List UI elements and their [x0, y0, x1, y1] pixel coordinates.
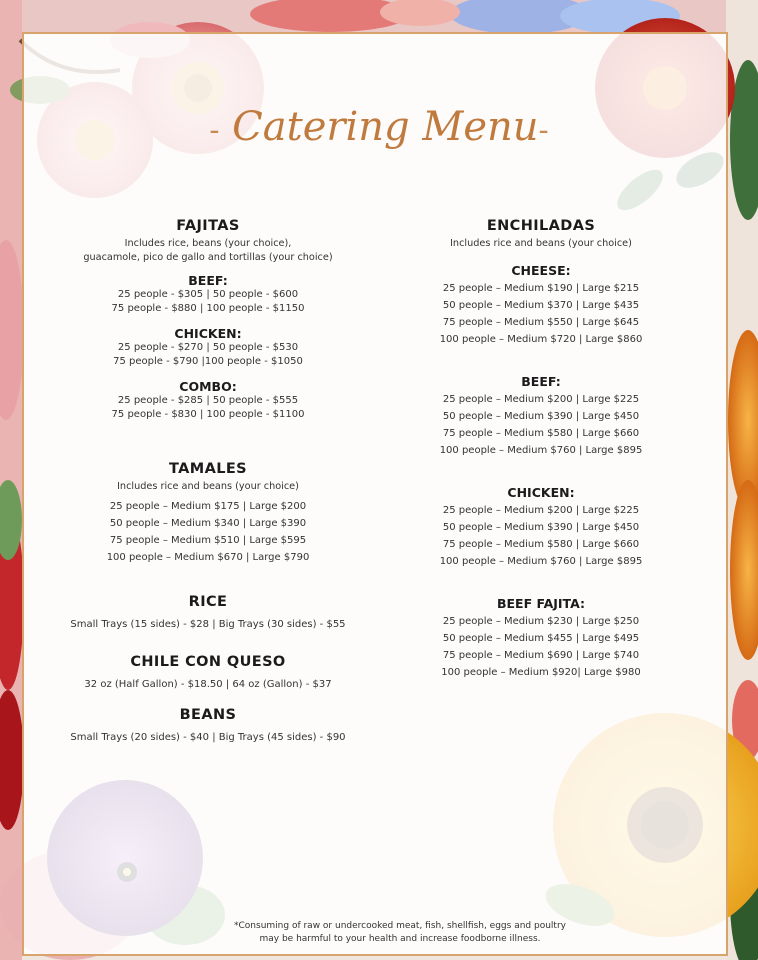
- price-line: 50 people – Medium $390 | Large $450: [442, 411, 640, 422]
- fajitas-section: [40, 218, 376, 422]
- enchiladas-heading: ENCHILADAS: [486, 218, 596, 234]
- chile-heading: CHILE CON QUESO: [130, 654, 286, 670]
- rice-section: [40, 594, 376, 633]
- price-line: 25 people - $305 | 50 people - $600: [117, 289, 299, 300]
- tamales-section: [40, 461, 376, 566]
- price-line: 25 people – Medium $200 | Large $225: [442, 505, 640, 516]
- price-line: Small Trays (20 sides) - $40 | Big Trays (45 sides) - $90: [70, 732, 346, 743]
- tamales-note: Includes rice and beans (your choice): [117, 481, 299, 492]
- enchiladas-chicken: [380, 485, 702, 570]
- price-line: 25 people - $270 | 50 people - $530: [117, 342, 299, 353]
- disclaimer-line-2: may be harmful to your health and increase foodborne illness.: [259, 934, 541, 944]
- fajitas-note-2: guacamole, pico de gallo and tortillas (your choice): [83, 252, 333, 263]
- enchiladas-chicken-label: CHICKEN:: [507, 485, 575, 500]
- price-line: 25 people – Medium $230 | Large $250: [442, 616, 640, 627]
- fajitas-combo-label: COMBO:: [179, 379, 237, 394]
- enchiladas-beef-fajita: [380, 596, 702, 681]
- disclaimer-line-1: *Consuming of raw or undercooked meat, fish, shellfish, eggs and poultry: [234, 921, 566, 931]
- price-line: 32 oz (Half Gallon) - $18.50 | 64 oz (Gallon) - $37: [84, 679, 332, 690]
- price-line: 25 people - $285 | 50 people - $555: [117, 395, 299, 406]
- price-line: 100 people – Medium $670 | Large $790: [106, 552, 310, 563]
- chile-section: [40, 654, 376, 693]
- fajitas-note-1: Includes rice, beans (your choice),: [124, 238, 292, 249]
- price-line: 100 people – Medium $760 | Large $895: [439, 445, 643, 456]
- price-line: 25 people – Medium $175 | Large $200: [109, 501, 307, 512]
- enchiladas-beef: [380, 374, 702, 459]
- fajitas-beef-label: BEEF:: [188, 273, 228, 288]
- price-line: 25 people – Medium $190 | Large $215: [442, 283, 640, 294]
- price-line: 75 people – Medium $580 | Large $660: [442, 428, 640, 439]
- beans-heading: BEANS: [179, 707, 237, 723]
- price-line: 100 people – Medium $920| Large $980: [441, 667, 641, 678]
- price-line: Small Trays (15 sides) - $28 | Big Trays (30 sides) - $55: [70, 619, 346, 630]
- price-line: 50 people – Medium $455 | Large $495: [442, 633, 640, 644]
- rice-heading: RICE: [188, 594, 228, 610]
- price-line: 50 people – Medium $370 | Large $435: [442, 300, 640, 311]
- price-line: 100 people – Medium $720 | Large $860: [439, 334, 643, 345]
- enchiladas-note: Includes rice and beans (your choice): [450, 238, 632, 249]
- fajitas-heading: FAJITAS: [176, 218, 240, 234]
- price-line: 25 people – Medium $200 | Large $225: [442, 394, 640, 405]
- price-line: 50 people – Medium $390 | Large $450: [442, 522, 640, 533]
- tamales-heading: TAMALES: [168, 461, 248, 477]
- enchiladas-beef-label: BEEF:: [521, 374, 561, 389]
- price-line: 75 people – Medium $580 | Large $660: [442, 539, 640, 550]
- enchiladas-section: [380, 218, 702, 251]
- enchiladas-beef-fajita-label: BEEF FAJITA:: [496, 596, 586, 611]
- price-line: 75 people – Medium $510 | Large $595: [109, 535, 307, 546]
- title-text: Catering Menu: [232, 104, 539, 150]
- page-title: - Catering Menu-: [209, 104, 549, 150]
- beans-section: [40, 707, 376, 746]
- price-line: 75 people - $790 |100 people - $1050: [113, 356, 303, 367]
- price-line: 75 people – Medium $690 | Large $740: [442, 650, 640, 661]
- fajitas-chicken-label: CHICKEN:: [174, 326, 242, 341]
- price-line: 75 people – Medium $550 | Large $645: [442, 317, 640, 328]
- price-line: 100 people – Medium $760 | Large $895: [439, 556, 643, 567]
- price-line: 50 people – Medium $340 | Large $390: [109, 518, 307, 529]
- enchiladas-cheese-label: CHEESE:: [511, 263, 571, 278]
- price-line: 75 people - $830 | 100 people - $1100: [111, 409, 305, 420]
- price-line: 75 people - $880 | 100 people - $1150: [111, 303, 305, 314]
- enchiladas-cheese: [380, 263, 702, 348]
- health-disclaimer: [210, 920, 590, 946]
